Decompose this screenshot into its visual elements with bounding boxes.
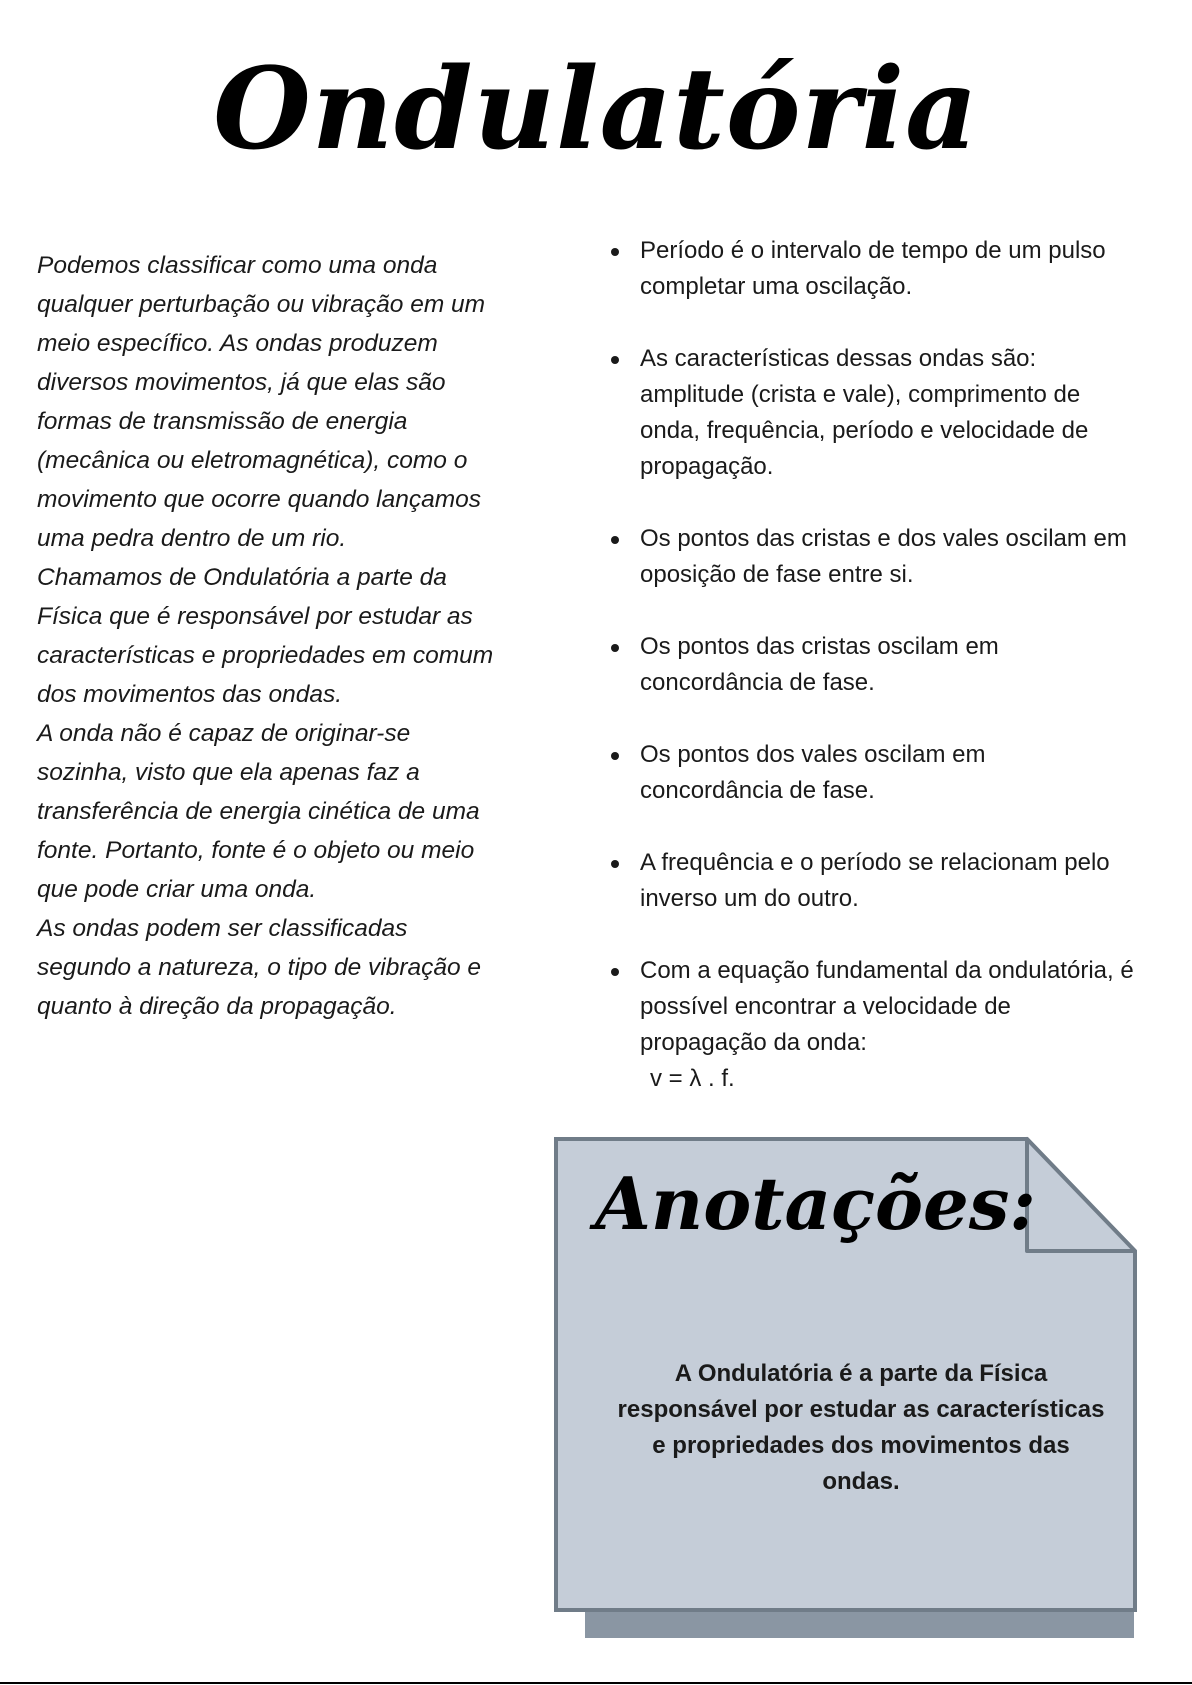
- list-item-text: Os pontos das cristas oscilam em concordância de fase.: [640, 633, 999, 696]
- intro-paragraph: As ondas podem ser classificadas segundo a natureza, o tipo de vibração e quanto à direção da propagação.: [37, 915, 482, 1020]
- bullet-icon: [611, 644, 619, 652]
- intro-paragraph: Podemos classificar como uma onda qualquer perturbação ou vibração em um meio específico. As ondas produzem diversos movimentos, já que elas são formas de transmissão de energia (mecânica ou eletromagnética), como o movimento que ocorre quando lançamos uma pedra dentro de um rio.: [37, 252, 486, 552]
- notes-card: [553, 1136, 1159, 1643]
- list-item-text: Com a equação fundamental da ondulatória, é possível encontrar a velocidade de propagação da onda:: [640, 957, 1134, 1056]
- bullet-icon: [611, 536, 619, 544]
- intro-paragraph: Chamamos de Ondulatória a parte da Física que é responsável por estudar as características e propriedades em comum dos movimentos das ondas.: [37, 564, 494, 708]
- bullet-icon: [611, 248, 619, 256]
- list-item-text: As características dessas ondas são: amplitude (crista e vale), comprimento de onda, frequência, período e velocidade de propagação.: [640, 345, 1089, 480]
- list-item: [614, 233, 1134, 305]
- list-item-text: Os pontos das cristas e dos vales oscilam em oposição de fase entre si.: [640, 525, 1127, 588]
- notes-card-fold: [1027, 1139, 1135, 1251]
- list-item-text: Período é o intervalo de tempo de um pulso completar uma oscilação.: [640, 237, 1106, 300]
- list-item: [614, 629, 1134, 701]
- list-item: [614, 737, 1134, 809]
- bullet-icon: [611, 860, 619, 868]
- wave-equation: v = λ . f.: [650, 1065, 735, 1092]
- properties-list: [614, 233, 1134, 1133]
- list-item: [614, 845, 1134, 917]
- bullet-icon: [611, 968, 619, 976]
- page-title: Ondulatória: [213, 44, 979, 175]
- bullet-icon: [611, 356, 619, 364]
- list-item-text: A frequência e o período se relacionam pelo inverso um do outro.: [640, 849, 1110, 912]
- notes-text: A Ondulatória é a parte da Física responsável por estudar as características e propriedades dos movimentos das ondas.: [617, 1360, 1105, 1495]
- bullet-icon: [611, 752, 619, 760]
- intro-paragraph: A onda não é capaz de originar-se sozinha, visto que ela apenas faz a transferência de energia cinética de uma fonte. Portanto, fonte é o objeto ou meio que pode criar uma onda.: [37, 720, 480, 903]
- list-item-text: Os pontos dos vales oscilam em concordância de fase.: [640, 741, 986, 804]
- list-item: [614, 521, 1134, 593]
- list-item: [614, 953, 1134, 1097]
- list-item: [614, 341, 1134, 485]
- notes-title: Anotações:: [595, 1161, 1036, 1246]
- intro-text: [37, 246, 507, 1026]
- page-bottom-rule: [0, 1682, 1192, 1684]
